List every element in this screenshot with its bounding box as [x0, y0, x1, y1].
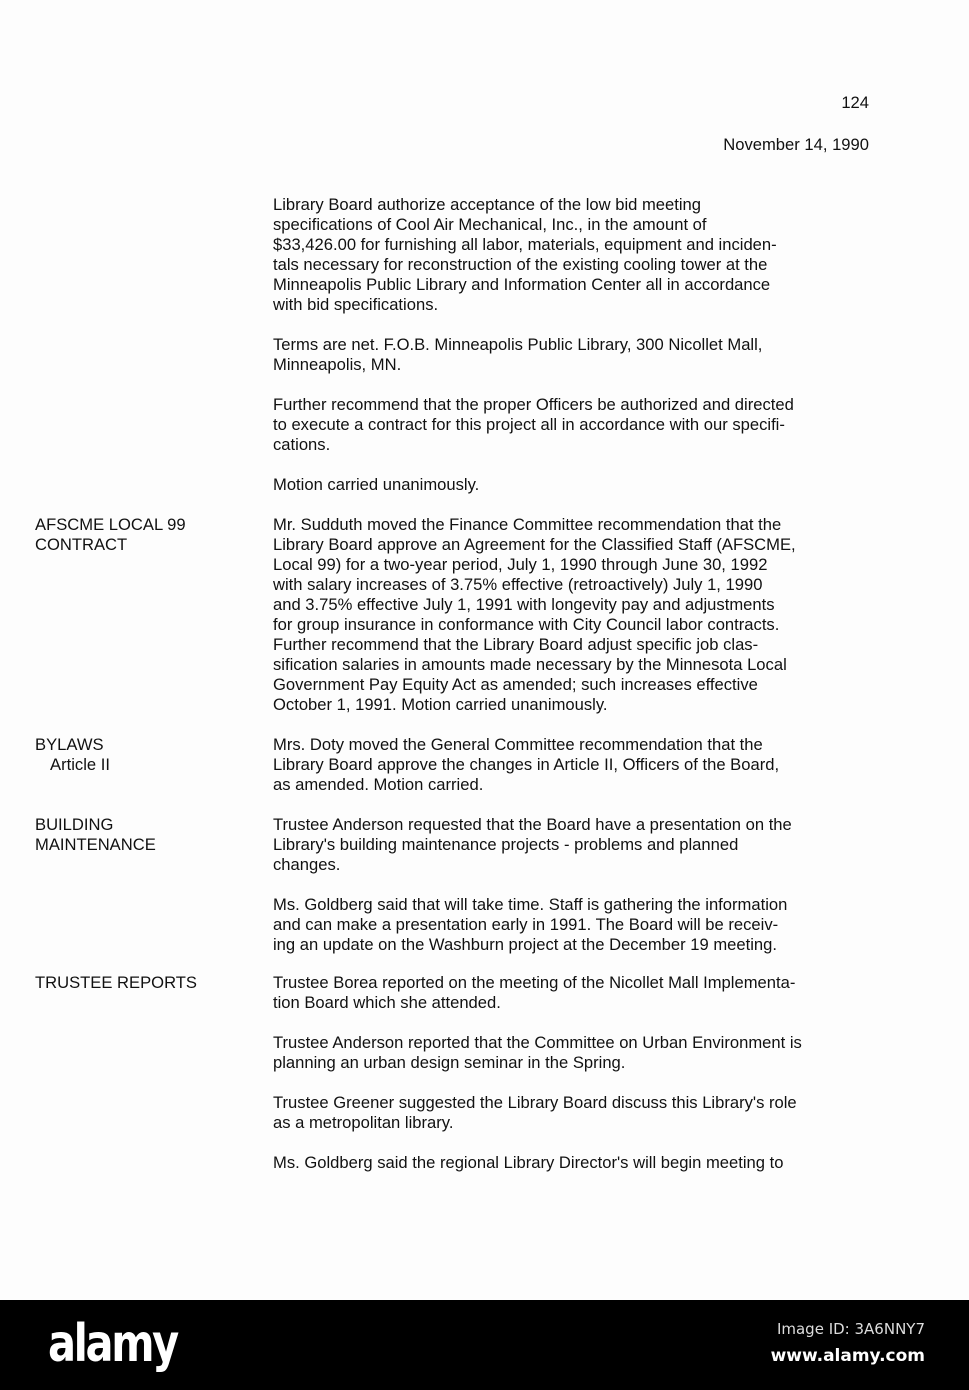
text-line: and 3.75% effective July 1, 1991 with longevity pay and adjustments: [273, 595, 775, 614]
text-line: as a metropolitan library.: [273, 1113, 454, 1132]
site-url: www.alamy.com: [770, 1346, 925, 1366]
text-line: tion Board which she attended.: [273, 993, 501, 1012]
margin-heading: [35, 735, 110, 775]
text-line: cations.: [273, 435, 331, 454]
page-number: 124: [841, 93, 869, 112]
text-line: and can make a presentation early in 1991. The Board will be receiv-: [273, 915, 779, 934]
text-line: Trustee Anderson reported that the Committee on Urban Environment is: [273, 1033, 802, 1052]
text-line: AFSCME LOCAL 99: [35, 515, 186, 534]
text-line: ing an update on the Washburn project at the December 19 meeting.: [273, 935, 777, 954]
text-line: MAINTENANCE: [35, 835, 156, 854]
text-line: CONTRACT: [35, 535, 128, 554]
text-line: Article II: [50, 755, 110, 774]
text-line: Minneapolis Public Library and Information Center all in accordance: [273, 275, 771, 294]
text-line: Motion carried unanimously.: [273, 475, 480, 494]
text-line: to execute a contract for this project all in accordance with our specifi-: [273, 415, 785, 434]
text-line: BUILDING: [35, 815, 114, 834]
text-line: Government Pay Equity Act as amended; such increases effective: [273, 675, 758, 694]
text-line: Local 99) for a two-year period, July 1, 1990 through June 30, 1992: [273, 555, 768, 574]
paragraph: [273, 475, 479, 495]
meeting-date: November 14, 1990: [723, 135, 869, 154]
text-line: Trustee Borea reported on the meeting of the Nicollet Mall Implementa-: [273, 973, 796, 992]
text-line: specifications of Cool Air Mechanical, Inc., in the amount of: [273, 215, 707, 234]
text-line: tals necessary for reconstruction of the existing cooling tower at the: [273, 255, 768, 274]
text-line: Ms. Goldberg said that will take time. Staff is gathering the information: [273, 895, 788, 914]
paragraph: [273, 395, 794, 455]
text-line: BYLAWS: [35, 735, 104, 754]
text-line: Library Board approve the changes in Article II, Officers of the Board,: [273, 755, 780, 774]
alamy-logo: alamy: [48, 1314, 177, 1374]
text-line: Trustee Anderson requested that the Board have a presentation on the: [273, 815, 792, 834]
text-line: Further recommend that the proper Officers be authorized and directed: [273, 395, 794, 414]
paragraph: [273, 973, 795, 1013]
margin-heading: [35, 515, 186, 555]
paragraph: [273, 895, 787, 955]
text-line: Mrs. Doty moved the General Committee recommendation that the: [273, 735, 763, 754]
text-line: Library's building maintenance projects - problems and planned: [273, 835, 739, 854]
text-line: sification salaries in amounts made necessary by the Minnesota Local: [273, 655, 787, 674]
text-line: Trustee Greener suggested the Library Board discuss this Library's role: [273, 1093, 797, 1112]
text-line: October 1, 1991. Motion carried unanimously.: [273, 695, 608, 714]
paragraph: [273, 1033, 802, 1073]
paragraph: [273, 735, 779, 795]
text-line: planning an urban design seminar in the Spring.: [273, 1053, 626, 1072]
paragraph: [273, 1093, 797, 1133]
margin-heading: [35, 973, 197, 993]
image-id: Image ID: 3A6NNY7: [776, 1320, 925, 1338]
paragraph: [273, 515, 796, 715]
text-line: Minneapolis, MN.: [273, 355, 402, 374]
text-line: with salary increases of 3.75% effective (retroactively) July 1, 1990: [273, 575, 763, 594]
text-line: Ms. Goldberg said the regional Library Director's will begin meeting to: [273, 1153, 784, 1172]
watermark-banner: [0, 1300, 969, 1390]
margin-heading: [35, 815, 156, 855]
text-line: Terms are net. F.O.B. Minneapolis Public Library, 300 Nicollet Mall,: [273, 335, 763, 354]
text-line: Library Board authorize acceptance of the low bid meeting: [273, 195, 702, 214]
paragraph: [273, 815, 792, 875]
text-line: Further recommend that the Library Board adjust specific job clas-: [273, 635, 759, 654]
text-line: $33,426.00 for furnishing all labor, materials, equipment and inciden-: [273, 235, 777, 254]
text-line: Mr. Sudduth moved the Finance Committee recommendation that the: [273, 515, 782, 534]
text-line: Library Board approve an Agreement for the Classified Staff (AFSCME,: [273, 535, 796, 554]
text-line: changes.: [273, 855, 341, 874]
text-line: with bid specifications.: [273, 295, 439, 314]
text-line: for group insurance in conformance with City Council labor contracts.: [273, 615, 780, 634]
text-line: TRUSTEE REPORTS: [35, 973, 197, 992]
text-line: as amended. Motion carried.: [273, 775, 484, 794]
paragraph: [273, 1153, 783, 1173]
paragraph: [273, 195, 777, 315]
paragraph: [273, 335, 762, 375]
